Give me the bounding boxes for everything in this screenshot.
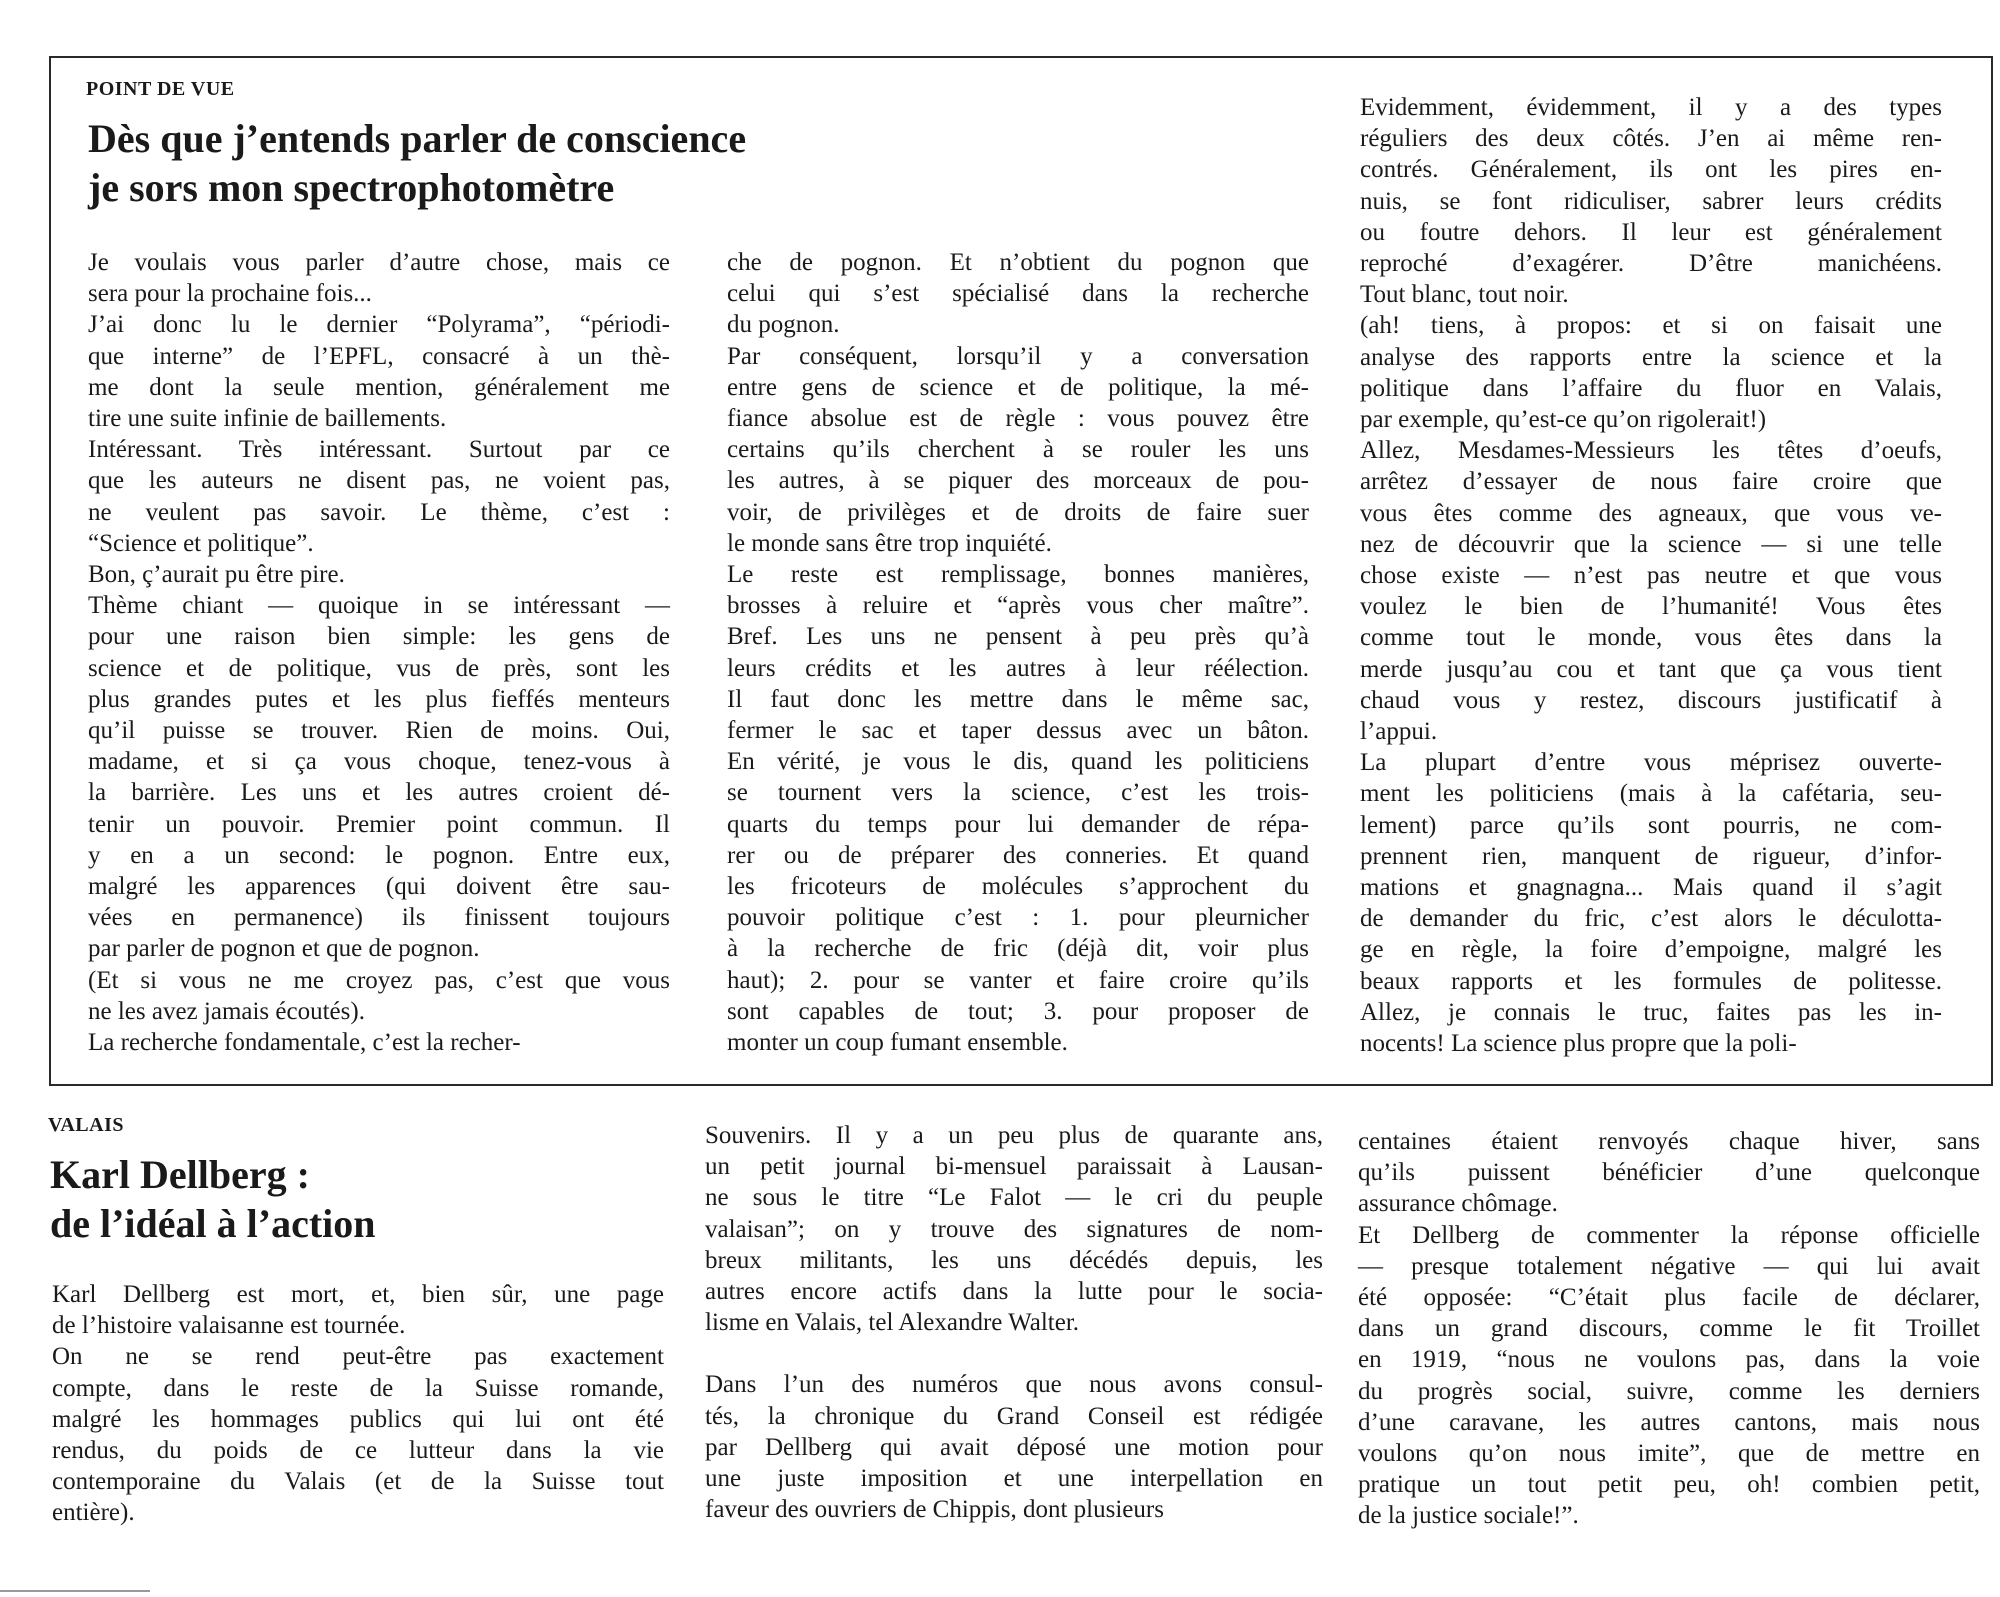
text-line: lement) parce qu’ils sont pourris, ne com- (1360, 811, 1942, 839)
text-line: Karl Dellberg est mort, et, bien sûr, une page (52, 1281, 664, 1308)
text-line: ne sous le titre “Le Falot — le cri du peuple (705, 1184, 1323, 1212)
paragraph (52, 1341, 664, 1528)
text-line: les fricoteurs de molécules s’approchent du (727, 873, 1309, 901)
text-line: du pognon. (727, 311, 840, 339)
text-line: faveur des ouvriers de Chippis, dont plusieurs (705, 1496, 1164, 1524)
text-line: Souvenirs. Il y a un peu plus de quarante ans, (705, 1122, 1323, 1149)
text-line: fermer le sac et taper dessus avec un bâton. (727, 717, 1309, 745)
text-line: du progrès social, suivre, comme les derniers (1358, 1377, 1980, 1405)
text-line: vous êtes comme des agneaux, que vous ve- (1360, 499, 1942, 527)
text-line: — presque totalement négative — qui lui avait (1358, 1252, 1980, 1280)
text-line: en 1919, “nous ne voulons pas, dans la voie (1358, 1346, 1980, 1374)
text-line: Evidemment, évidemment, il y a des types (1360, 94, 1942, 121)
paragraph (88, 309, 670, 434)
text-line: le monde sans être trop inquiété. (727, 529, 1052, 557)
text-line: chose existe — n’est pas neutre et que vous (1360, 562, 1942, 590)
text-line: celui qui s’est spécialisé dans la recherche (727, 280, 1309, 308)
text-line: Tout blanc, tout noir. (1360, 281, 1569, 309)
text-line: (Et si vous ne me croyez pas, c’est que vous (88, 966, 670, 994)
paragraph (88, 247, 670, 309)
text-line: beaux rapports et les formules de politesse. (1360, 967, 1942, 995)
text-line: réguliers des deux côtés. J’en ai même ren- (1360, 125, 1942, 153)
text-line: une juste imposition et une interpellation en (705, 1465, 1323, 1493)
text-line: malgré les hommages publics qui lui ont été (52, 1405, 664, 1433)
text-line: voir, de privilèges et de droits de faire suer (727, 498, 1309, 526)
text-line: fiance absolue est de règle : vous pouvez être (727, 405, 1309, 433)
text-line: che de pognon. Et n’obtient du pognon que (727, 249, 1309, 276)
text-line: brosses à reluire et “après vous cher maître”. (727, 592, 1309, 620)
text-line: prennent rien, manquent de rigueur, d’infor- (1360, 842, 1942, 870)
text-line: breux militants, les uns décédés depuis, les (705, 1246, 1323, 1274)
text-line: à la recherche de fric (déjà dit, voir plus (727, 935, 1309, 963)
text-line: En vérité, je vous le dis, quand les politiciens (727, 748, 1309, 776)
text-line: ne veulent pas savoir. Le thème, c’est : (88, 498, 670, 526)
text-line: tire une suite infinie de baillements. (88, 405, 447, 433)
text-line: Allez, Mesdames-Messieurs les têtes d’oeufs, (1360, 437, 1942, 465)
text-line: Dans l’un des numéros que nous avons consul- (705, 1371, 1323, 1399)
text-line: ne les avez jamais écoutés). (88, 997, 365, 1025)
text-line: Bon, ç’aurait pu être pire. (88, 561, 345, 589)
text-line: pouvoir politique c’est : 1. pour pleurnicher (727, 904, 1309, 932)
text-line: lisme en Valais, tel Alexandre Walter. (705, 1309, 1080, 1337)
text-line: comme tout le monde, vous êtes dans la (1360, 624, 1942, 652)
text-line: assurance chômage. (1358, 1190, 1558, 1218)
text-line: Il faut donc les mettre dans le même sac, (727, 685, 1309, 713)
text-line: dans un grand discours, comme le fit Troillet (1358, 1315, 1980, 1343)
headline-line: je sors mon spectrophotomètre (88, 165, 615, 210)
article1-headline (88, 114, 746, 212)
text-line: rendus, du poids de ce lutteur dans la vie (52, 1437, 664, 1465)
text-line: mations et gnagnagna... Mais quand il s’agit (1360, 874, 1942, 902)
paragraph (52, 1279, 664, 1341)
text-line: les autres, à se piquer des morceaux de pou- (727, 467, 1309, 495)
text-line: nocents! La science plus propre que la poli- (1360, 1030, 1797, 1058)
text-line: pour une raison bien simple: les gens de (88, 623, 670, 651)
bottom-rule (0, 1590, 150, 1592)
text-line: autres encore actifs dans la lutte pour le socia- (705, 1278, 1323, 1306)
paragraph (88, 590, 670, 964)
text-line: se tournent vers la science, c’est les trois- (727, 779, 1309, 807)
text-line: centaines étaient renvoyés chaque hiver, sans (1358, 1128, 1980, 1155)
text-line: un petit journal bi-mensuel paraissait à Lausan- (705, 1153, 1323, 1181)
text-line: tés, la chronique du Grand Conseil est rédigée (705, 1402, 1323, 1430)
text-line: Intéressant. Très intéressant. Surtout par ce (88, 436, 670, 464)
article2-headline (50, 1150, 376, 1248)
text-line: qu’il puisse se trouver. Rien de moins. Oui, (88, 717, 670, 745)
text-line: (ah! tiens, à propos: et si on faisait une (1360, 312, 1942, 340)
text-line: me dont la seule mention, généralement me (88, 373, 670, 401)
text-line: voulons qu’on nous imite”, que de mettre en (1358, 1440, 1980, 1468)
text-line: la barrière. Les uns et les autres croient dé- (88, 779, 670, 807)
text-line: de l’histoire valaisanne est tournée. (52, 1312, 406, 1340)
text-line: entière). (52, 1499, 135, 1527)
text-line: rer ou de préparer des conneries. Et quand (727, 841, 1309, 869)
article2-kicker: VALAIS (48, 1114, 124, 1136)
text-line: d’une caravane, les autres cantons, mais nous (1358, 1408, 1980, 1436)
text-line: madame, et si ça vous choque, tenez-vous à (88, 748, 670, 776)
text-line: reproché d’exagérer. D’être manichéens. (1360, 250, 1942, 278)
text-line: ou foutre dehors. Il leur est généralement (1360, 218, 1942, 246)
text-line: analyse des rapports entre la science et la (1360, 343, 1942, 371)
text-line: nuis, se font ridiculiser, sabrer leurs crédits (1360, 187, 1942, 215)
text-line: tenir un pouvoir. Premier point commun. Il (88, 810, 670, 838)
text-line: ment les politiciens (mais à la cafétaria, seu- (1360, 780, 1942, 808)
text-line: qu’ils puissent bénéficier d’une quelconque (1358, 1159, 1980, 1187)
text-line: y en a un second: le pognon. Entre eux, (88, 841, 670, 869)
text-line: compte, dans le reste de la Suisse romande, (52, 1374, 664, 1402)
text-line: Allez, je connais le truc, faites pas les in- (1360, 998, 1942, 1026)
text-line: nez de découvrir que la science — si une telle (1360, 530, 1942, 558)
headline-line: de l’idéal à l’action (50, 1201, 376, 1246)
text-line: été opposée: “C’était plus facile de déclarer, (1358, 1284, 1980, 1312)
text-line: contemporaine du Valais (et de la Suisse tout (52, 1468, 664, 1496)
text-line: leurs crédits et les autres à leur réélection. (727, 654, 1309, 682)
text-line: monter un coup fumant ensemble. (727, 1029, 1068, 1057)
paragraph (727, 247, 1309, 341)
text-line: arrêtez d’essayer de nous faire croire que (1360, 468, 1942, 496)
text-line: quarts du temps pour lui demander de répa- (727, 810, 1309, 838)
text-line: La recherche fondamentale, c’est la recher- (88, 1029, 521, 1057)
paragraph (88, 434, 670, 559)
text-line: pratique un tout petit peu, oh! combien petit, (1358, 1471, 1980, 1499)
text-line: La plupart d’entre vous méprisez ouverte- (1360, 749, 1942, 777)
article1-column-2 (727, 247, 1309, 1058)
paragraph (1360, 435, 1942, 747)
text-line: entre gens de science et de politique, la mé- (727, 373, 1309, 401)
paragraph (727, 559, 1309, 1058)
paragraph (1360, 310, 1942, 435)
text-line: Bref. Les uns ne pensent à peu près qu’à (727, 623, 1309, 651)
text-line: malgré les apparences (qui doivent être sau- (88, 873, 670, 901)
paragraph (705, 1369, 1323, 1525)
article1-kicker: POINT DE VUE (86, 78, 235, 100)
text-line: sont capables de tout; 3. pour proposer de (727, 997, 1309, 1025)
paragraph (727, 341, 1309, 559)
paragraph (1358, 1126, 1980, 1220)
text-line: sera pour la prochaine fois... (88, 280, 372, 308)
text-line: voulez le bien de l’humanité! Vous êtes (1360, 593, 1942, 621)
headline-line: Karl Dellberg : (50, 1152, 310, 1197)
paragraph (88, 1027, 670, 1058)
text-line: “Science et politique”. (88, 529, 314, 557)
text-line: Et Dellberg de commenter la réponse officielle (1358, 1221, 1980, 1249)
text-line: contrés. Généralement, ils ont les pires en- (1360, 156, 1942, 184)
text-line: Le reste est remplissage, bonnes manières, (727, 561, 1309, 589)
text-line: par exemple, qu’est-ce qu’on rigolerait!) (1360, 406, 1767, 434)
text-line: ge en règle, la foire d’empoigne, malgré les (1360, 936, 1942, 964)
text-line: Je voulais vous parler d’autre chose, mais ce (88, 249, 670, 276)
text-line: chaud vous y restez, discours justificatif à (1360, 686, 1942, 714)
paragraph (1360, 92, 1942, 310)
text-line: de demander du fric, c’est alors le déculotta- (1360, 905, 1942, 933)
text-line: que les auteurs ne disent pas, ne voient pas, (88, 467, 670, 495)
text-line: science et de politique, vus de près, sont les (88, 654, 670, 682)
text-line: plus grandes putes et les plus fieffés menteurs (88, 685, 670, 713)
text-line: que interne” de l’EPFL, consacré à un thè- (88, 342, 670, 370)
article2-column-2 (705, 1120, 1323, 1525)
headline-line: Dès que j’entends parler de conscience (88, 116, 747, 161)
text-line: Thème chiant — quoique in se intéressant — (88, 592, 670, 620)
text-line: politique dans l’affaire du fluor en Valais, (1360, 374, 1942, 402)
text-line: merde jusqu’au cou et tant que ça vous tient (1360, 655, 1942, 683)
text-line: On ne se rend peut-être pas exactement (52, 1343, 664, 1371)
text-line: l’appui. (1360, 718, 1438, 746)
text-line: valaisan”; on y trouve des signatures de nom- (705, 1215, 1323, 1243)
text-line: haut); 2. pour se vanter et faire croire qu’ils (727, 966, 1309, 994)
text-line: de la justice sociale!”. (1358, 1502, 1579, 1530)
text-line: par Dellberg qui avait déposé une motion pour (705, 1433, 1323, 1461)
text-line: Par conséquent, lorsqu’il y a conversation (727, 342, 1309, 370)
text-line: vées en permanence) ils finissent toujours (88, 904, 670, 932)
paragraph (1358, 1220, 1980, 1532)
text-line: certains qu’ils cherchent à se rouler les uns (727, 436, 1309, 464)
paragraph (88, 559, 670, 590)
article2-column-1 (52, 1279, 664, 1529)
text-line: J’ai donc lu le dernier “Polyrama”, “périodi- (88, 311, 670, 339)
article1-column-3 (1360, 92, 1942, 1059)
article1-column-1 (88, 247, 670, 1058)
paragraph (705, 1120, 1323, 1338)
text-line: par parler de pognon et que de pognon. (88, 935, 480, 963)
article2-column-3 (1358, 1126, 1980, 1532)
paragraph (88, 965, 670, 1027)
paragraph (1360, 747, 1942, 1059)
